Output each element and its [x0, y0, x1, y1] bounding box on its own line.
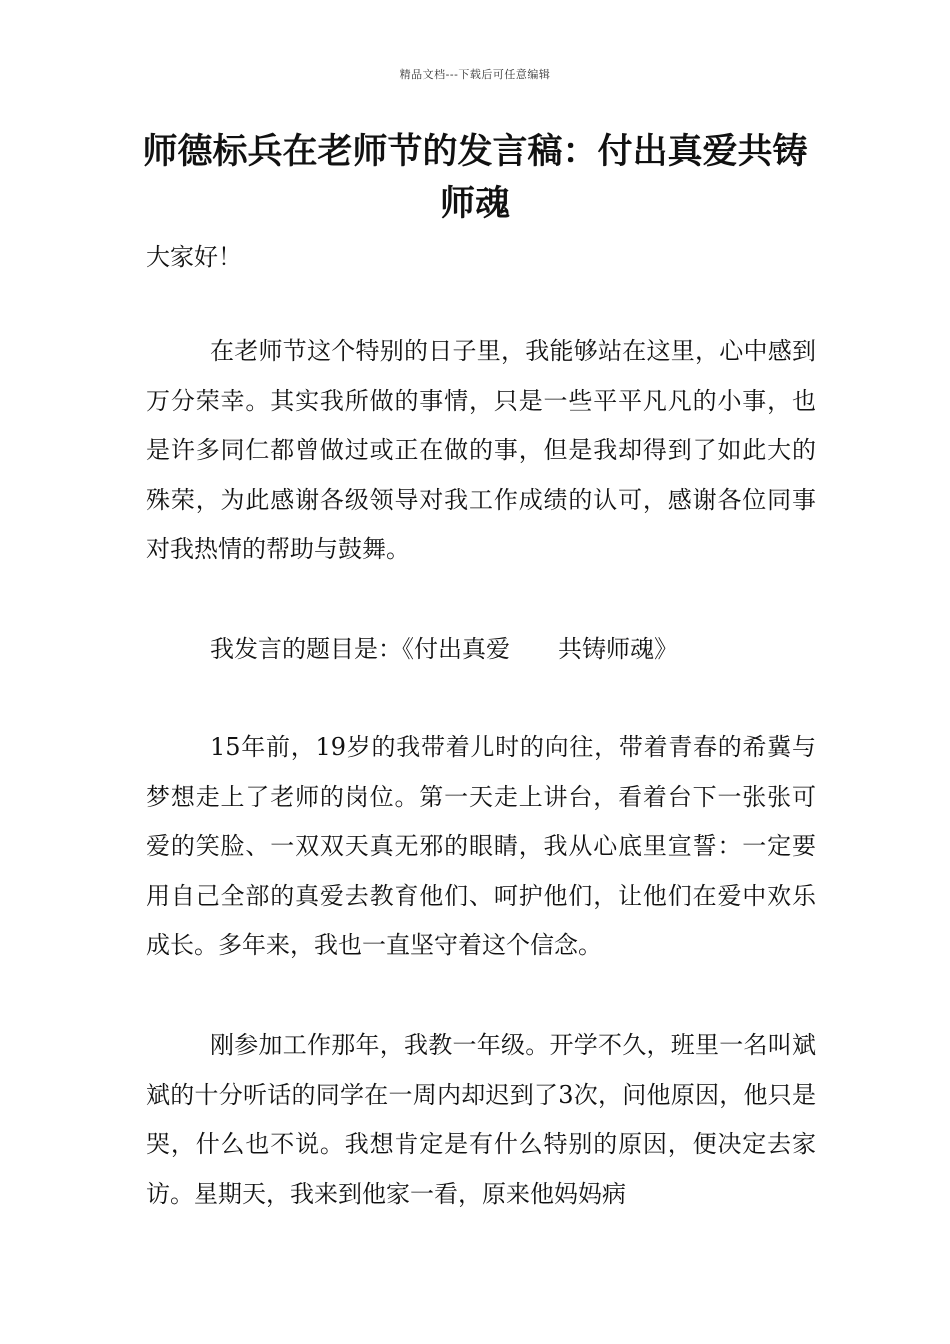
body-paragraph-1: 在老师节这个特别的日子里，我能够站在这里，心中感到万分荣幸。其实我所做的事情，只是一些平平凡凡的小事，也是许多同仁都曾做过或正在做的事，但是我却得到了如此大的殊荣，为此感谢各级领导对我工作成绩的认可，感谢各位同事对我热情的帮助与鼓舞。 [146, 337, 816, 563]
body-paragraph-4: 刚参加工作那年，我教一年级。开学不久，班里一名叫斌斌的十分听话的同学在一周内却迟到了3次，问他原因，他只是哭，什么也不说。我想肯定是有什么特别的原因，便决定去家访。星期天，我来到他家一看，原来他妈妈病 [146, 1031, 816, 1208]
body-paragraph-3: 15年前，19岁的我带着儿时的向往，带着青春的希冀与梦想走上了老师的岗位。第一天走上讲台，看着台下一张张可爱的笑脸、一双双天真无邪的眼睛，我从心底里宣誓：一定要用自己全部的真爱去教育他们、呵护他们，让他们在爱中欢乐成长。多年来，我也一直坚守着这个信念。 [146, 733, 816, 959]
page-header-note: 精品文档---下载后可任意编辑 [399, 68, 551, 81]
body-paragraph-2: 我发言的题目是：《付出真爱 共铸师魂》 [210, 635, 678, 663]
greeting-paragraph: 大家好！ [146, 243, 242, 271]
document-title: 师德标兵在老师节的发言稿：付出真爱共铸师魂 [142, 132, 808, 224]
